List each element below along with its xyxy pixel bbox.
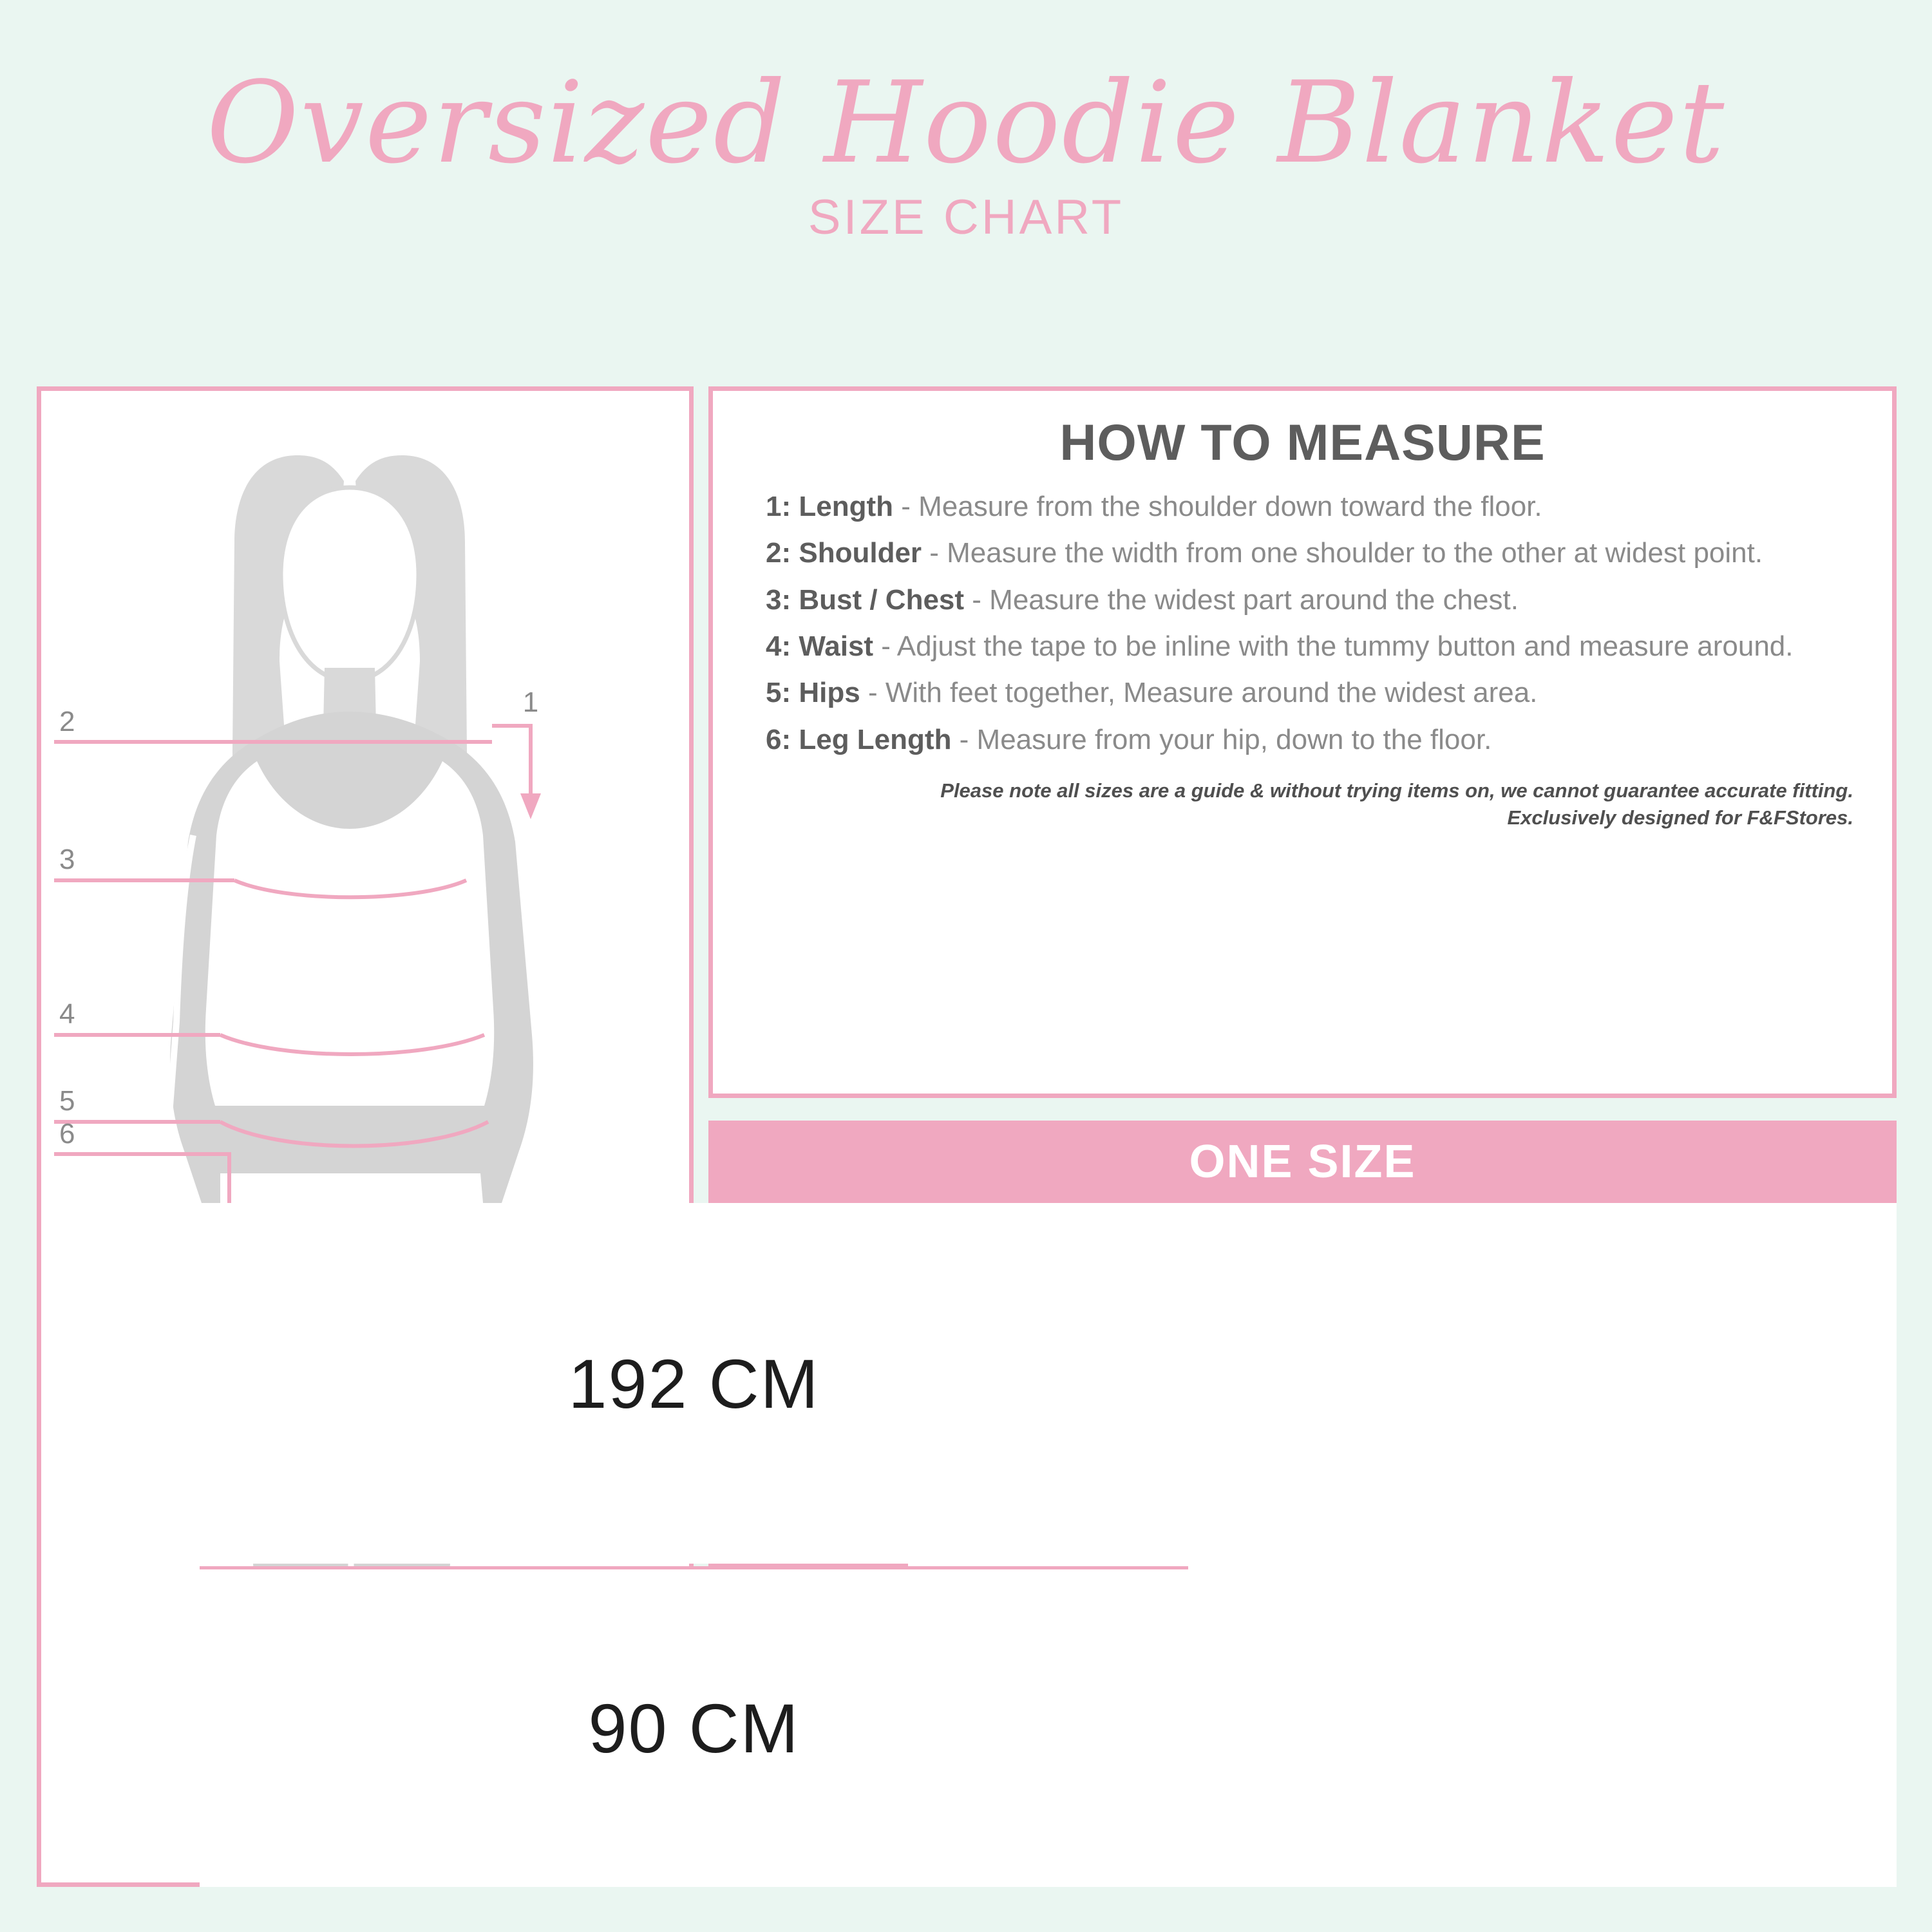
measure-item-num: 1:: [766, 491, 791, 522]
size-row-label-chest: [0, 1378, 200, 1434]
disclaimer-note: [746, 777, 1859, 831]
measure-item-name: Leg Length: [799, 723, 952, 755]
measure-item-shoulder: [746, 535, 1859, 571]
measure-item-num: 4:: [766, 630, 791, 662]
size-row-marker: 3: [93, 1408, 107, 1434]
measure-item-name: Waist: [799, 630, 874, 662]
measure-item-desc: - Measure from your hip, down to the floor.: [951, 723, 1492, 755]
measure-item-name: Bust / Chest: [799, 583, 965, 616]
measure-item-name: Length: [799, 491, 893, 522]
measure-item-leg-length: [746, 722, 1859, 758]
size-value-chest: 192 CM: [200, 1203, 1188, 1564]
disclaimer-line-1: Please note all sizes are a guide & without trying items on, we cannot guarantee accurate fitting.: [940, 779, 1853, 802]
page-subtitle: SIZE CHART: [808, 189, 1124, 245]
measure-item-num: 2:: [766, 537, 791, 569]
measure-item-length: [746, 489, 1859, 525]
marker-6: 6: [59, 1118, 75, 1150]
measure-item-name: Hips: [799, 677, 860, 709]
measure-item-desc: - Measure the width from one shoulder to the other at widest point.: [922, 537, 1763, 569]
page-header: [0, 58, 1932, 245]
measure-item-desc: - Measure the widest part around the chest.: [964, 583, 1519, 616]
marker-3: 3: [59, 844, 75, 875]
size-row-marker: 1: [93, 1756, 107, 1782]
marker-5: 5: [59, 1085, 75, 1117]
measure-item-num: 6:: [766, 723, 791, 755]
marker-1: 1: [522, 687, 539, 718]
disclaimer-line-2: Exclusively designed for F&FStores.: [1507, 806, 1853, 829]
measure-item-name: Shoulder: [799, 537, 922, 569]
measure-item-desc: - With feet together, Measure around the widest area.: [860, 677, 1538, 709]
measure-item-num: 3:: [766, 583, 791, 616]
marker-4: 4: [59, 998, 75, 1030]
how-to-measure-panel: [708, 386, 1897, 1098]
size-value-length: 90 CM: [200, 1566, 1188, 1887]
size-row-label-length: [0, 1726, 200, 1782]
measure-item-desc: - Adjust the tape to be inline with the tummy button and measure around.: [873, 630, 1794, 662]
size-row-label-text: Length: [60, 1727, 140, 1755]
size-table-header: ONE SIZE: [708, 1121, 1897, 1203]
page-title: Oversized Hoodie Blanket: [206, 58, 1726, 189]
measure-item-waist: [746, 629, 1859, 665]
measure-item-bust-chest: [746, 582, 1859, 618]
measure-item-num: 5:: [766, 677, 791, 709]
marker-2: 2: [59, 706, 75, 737]
how-to-measure-title: HOW TO MEASURE: [1059, 413, 1546, 471]
size-row-label-text: Chest: [66, 1379, 134, 1407]
measure-item-desc: - Measure from the shoulder down toward the floor.: [893, 491, 1542, 522]
measure-item-hips: [746, 675, 1859, 711]
